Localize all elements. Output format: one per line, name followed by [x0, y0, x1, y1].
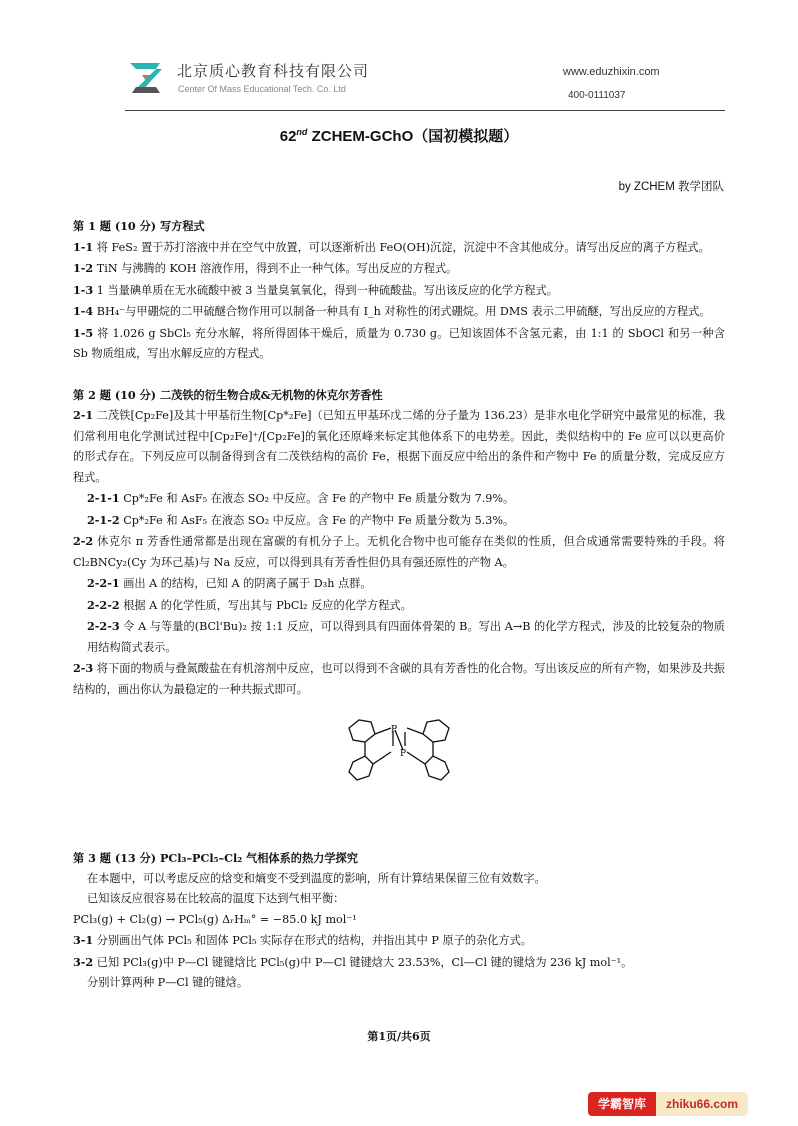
site-badge[interactable] — [588, 1092, 778, 1116]
question-1-heading: 第 1 题 (10 分) 写方程式 — [73, 219, 205, 233]
q2-item-1-2-label: 2-1-2 — [87, 512, 120, 527]
q1-item-4-label: 1-4 — [73, 304, 94, 318]
q2-item-1-2-text: Cp*₂Fe 和 AsF₅ 在液态 SO₂ 中反应。含 Fe 的产物中 Fe 质量分数为 5.3%。 — [119, 513, 515, 527]
q1-item-1 — [73, 237, 725, 259]
q3-equation: PCl₃(g) + Cl₂(g) → PCl₅(g) ΔᵣHₘ° = −85.0 kJ mol⁻¹ — [73, 912, 357, 926]
q2-item-1-label: 2-1 — [73, 408, 94, 422]
q2-item-2-3-label: 2-2-3 — [87, 619, 120, 633]
q2-item-1-1 — [73, 488, 725, 510]
q1-item-3-label: 1-3 — [73, 282, 94, 297]
q3-intro-1: 在本题中，可以考虑反应的焓变和熵变不受到温度的影响，所有计算结果保留三位有效数字。 — [87, 871, 546, 885]
q1-item-4-text: BH₄⁻与甲硼烷的二甲硫醚合物作用可以制备一种具有 I_h 对称性的闭式硼烷。用 DMS 表示二甲硫醚，写出反应的方程式。 — [93, 305, 711, 318]
q2-item-1-1-label: 2-1-1 — [87, 491, 120, 505]
title-ordinal: nd — [296, 127, 308, 137]
diphosphorus-structure-diagram — [339, 706, 459, 790]
page-footer: 第1页/共6页 — [367, 1030, 431, 1043]
q2-item-1 — [73, 405, 725, 488]
q1-item-1-text: 将 FeS₂ 置于苏打溶液中并在空气中放置，可以逐渐析出 FeO(OH)沉淀，沉淀中不含其他成分。请写出反应的离子方程式。 — [93, 240, 710, 254]
q1-item-5-label: 1-5 — [73, 325, 94, 340]
site-badge-name: 学霸智库 — [588, 1092, 656, 1116]
q1-item-5-text: 将 1.026 g SbCl₅ 充分水解，将所得固体干燥后，质量为 0.730 g。已知该固体不含氢元素，由 1:1 的 SbOCl 和另一种含 Sb 物质组成，写出水解反应的方程式。 — [73, 326, 725, 360]
q2-item-2-text: 休克尔 π 芳香性通常都是出现在富碳的有机分子上。无机化合物中也可能存在类似的性质，但合成通常需要特殊的手段。将 Cl₂BNCy₂(Cy 为环己基)与 Na 反应，可以得到具有芳香性但仍具有强还原性的产物 A。 — [73, 535, 725, 569]
question-2-heading: 第 2 题 (10 分) 二茂铁的衍生物合成&无机物的休克尔芳香性 — [73, 387, 383, 402]
q2-item-2-1-text: 画出 A 的结构，已知 A 的阴离子属于 D₃h 点群。 — [119, 577, 372, 590]
q2-item-1-1-text: Cp*₂Fe 和 AsF₅ 在液态 SO₂ 中反应。含 Fe 的产物中 Fe 质量分数为 7.9%。 — [119, 492, 515, 505]
q3-item-1-label: 3-1 — [73, 933, 94, 947]
q1-item-4 — [73, 301, 725, 323]
title-text: ZCHEM-GChO（国初模拟题） — [307, 128, 519, 145]
company-phone: 400-0111037 — [568, 90, 626, 101]
document-body — [73, 216, 725, 994]
q2-item-2-2-text: 根据 A 的化学性质，写出其与 PbCl₂ 反应的化学方程式。 — [119, 598, 412, 612]
title-number: 62 — [279, 128, 297, 145]
q1-item-5 — [73, 323, 725, 365]
q2-item-2-3-text: 令 A 与等量的(BCl'Bu)₂ 按 1:1 反应，可以得到具有四面体骨架的 B。写出 A→B 的化学方程式，涉及的比较复杂的物质用结构简式表示。 — [87, 620, 725, 654]
q2-item-2-2-label: 2-2-2 — [87, 597, 120, 612]
section-gap — [73, 790, 725, 848]
q3-item-2-text: 已知 PCl₃(g)中 P—Cl 键键焓比 PCl₅(g)中 P—Cl 键键焓大 23.53%，Cl—Cl 键的键焓为 236 kJ mol⁻¹。 — [93, 955, 633, 969]
company-name-cn: 北京质心教育科技有限公司 — [177, 63, 370, 80]
page-header — [0, 0, 798, 118]
phosphorus-label-2: P — [400, 749, 407, 759]
q2-item-2-3 — [73, 616, 725, 658]
q3-item-2 — [73, 952, 725, 974]
company-website[interactable]: www.eduzhixin.com — [563, 66, 660, 78]
q2-item-3-text: 将下面的物质与叠氮酸盐在有机溶剂中反应，也可以得到不含碳的具有芳香性的化合物。写出该反应的所有产物，如果涉及共振结构的，画出你认为最稳定的一种共振式即可。 — [73, 662, 725, 696]
q2-item-2-1 — [73, 573, 725, 595]
q1-item-3-text: 1 当量碘单质在无水硫酸中被 3 当量臭氧氧化，得到一种硫酸盐。写出该反应的化学方程式。 — [93, 283, 558, 297]
q2-item-2-1-label: 2-2-1 — [87, 576, 120, 590]
q2-item-2-label: 2-2 — [73, 534, 94, 548]
question-3-heading: 第 3 题 (13 分) PCl₃–PCl₅–Cl₂ 气相体系的热力学探究 — [73, 851, 358, 865]
q3-item-2-cont: 分别计算两种 P—Cl 键的键焓。 — [87, 976, 249, 989]
q2-item-2 — [73, 531, 725, 573]
q2-item-2-2 — [73, 595, 725, 617]
q3-intro-2: 已知该反应很容易在比较高的温度下达到气相平衡： — [87, 892, 345, 905]
q3-item-1 — [73, 930, 725, 952]
q3-item-2-label: 3-2 — [73, 954, 94, 969]
phosphorus-label-1: P — [391, 725, 398, 735]
q1-item-3 — [73, 280, 725, 302]
page-title — [0, 125, 798, 146]
q2-item-1-2 — [73, 510, 725, 532]
q2-item-3-label: 2-3 — [73, 661, 94, 675]
byline: by ZCHEM 教学团队 — [618, 181, 724, 193]
header-divider — [125, 110, 725, 111]
q3-item-1-text: 分别画出气体 PCl₅ 和固体 PCl₅ 实际存在形式的结构，并指出其中 P 原子的杂化方式。 — [93, 934, 532, 947]
site-badge-url[interactable]: zhiku66.com — [656, 1092, 748, 1116]
q1-item-1-label: 1-1 — [73, 239, 94, 254]
company-name-en: Center Of Mass Educational Tech. Co. Ltd — [178, 84, 346, 94]
section-gap — [73, 365, 725, 385]
q2-item-1-text: 二茂铁[Cp₂Fe]及其十甲基衍生物[Cp*₂Fe]（已知五甲基环戊二烯的分子量为 136.23）是非水电化学研究中最常见的标准，我们常利用电化学测试过程中[Cp₂Fe]⁺/[Cp₂Fe]的氧化还原峰来标定其他体系下的电势差。因此，类似结构中的 Fe 应可以以更高价的形式存在。下列反应可以制备得到含有二茂铁结构的高价 Fe，根据下面反应中给出的条件和产物中 Fe 的质量分数，完成反应方程式。 — [73, 409, 725, 484]
q2-item-3 — [73, 658, 725, 700]
company-logo-icon — [126, 58, 166, 98]
q1-item-2-text: TiN 与沸腾的 KOH 溶液作用，得到不止一种气体。写出反应的方程式。 — [93, 262, 458, 275]
q1-item-2 — [73, 258, 725, 280]
q1-item-2-label: 1-2 — [73, 261, 94, 275]
